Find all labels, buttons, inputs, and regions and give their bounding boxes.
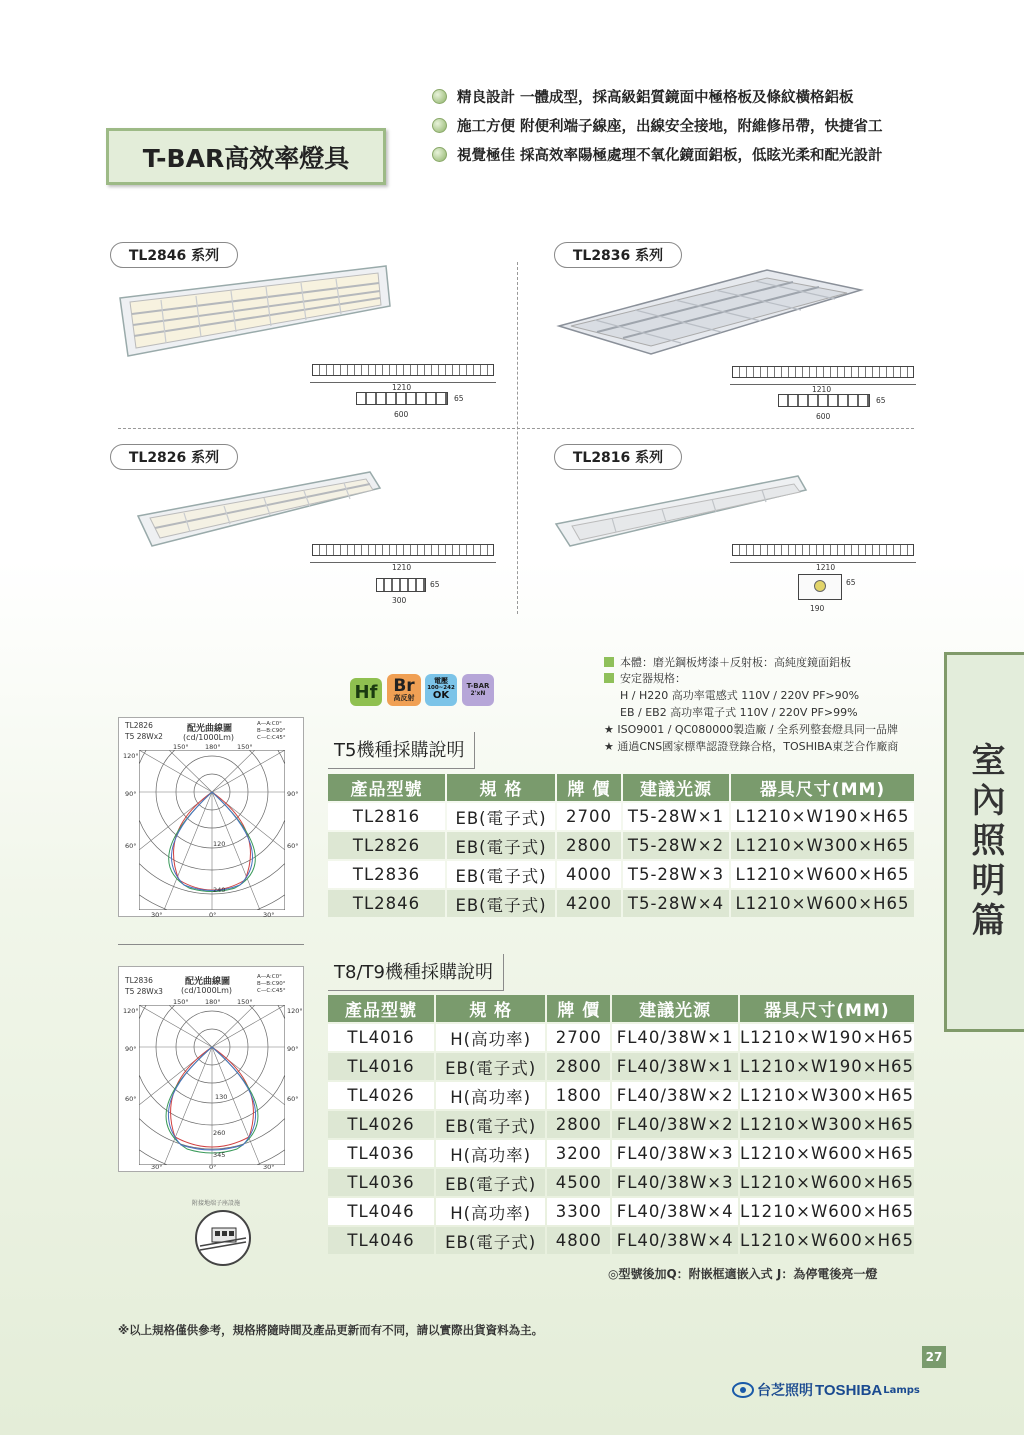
polar-grid	[139, 1005, 285, 1165]
iso-note: ★ ISO9001 / QC080000製造廠 / 全系列整套燈具同一品牌	[604, 723, 898, 736]
dimension-drawing-tl2836: 1210 65 600	[730, 366, 916, 422]
hf-badge: Hf	[350, 678, 382, 706]
feature-item: 視覺極佳 採高效率陽極處理不氧化鏡面鋁板，低眩光柔和配光設計	[432, 144, 883, 165]
product-label-tl2836: TL2836 系列	[554, 242, 682, 268]
section-tab-indoor-lighting: 室內照明篇	[944, 652, 1024, 1032]
t8-section-title: T8/T9機種採購說明	[328, 954, 504, 991]
table-row: TL4046 H(高功率) 3300 FL40/38W×4 L1210×W600×H65	[328, 1198, 914, 1225]
brand-mark-icon	[732, 1381, 754, 1399]
brand-logo: 台芝照明 TOSHIBA Lamps	[732, 1380, 920, 1400]
table-row: TL2836 EB(電子式) 4000 T5-28W×3 L1210×W600×H65	[328, 861, 914, 888]
ballast-spec-eb: EB / EB2 高功率電子式 110V / 220V PF>99%	[620, 706, 858, 719]
table-row: TL4016 EB(電子式) 2800 FL40/38W×1 L1210×W190×H65	[328, 1053, 914, 1080]
terminal-block-image: 附接地端子座設施	[188, 1198, 268, 1270]
table-row: TL2826 EB(電子式) 2800 T5-28W×2 L1210×W300×H65	[328, 832, 914, 859]
ballast-spec-h: H / H220 高功率電感式 110V / 220V PF>90%	[620, 689, 860, 702]
section-rule	[118, 944, 304, 945]
br-badge: Br 高反射	[387, 674, 421, 706]
dimension-drawing-tl2826: 1210 65 300	[310, 544, 496, 606]
page-title: T-BAR高效率燈具	[106, 128, 386, 185]
fixture-image-tl2816	[552, 472, 812, 550]
grid-divider	[118, 428, 914, 429]
table-row: TL4046 EB(電子式) 4800 FL40/38W×4 L1210×W600×H65	[328, 1227, 914, 1254]
dimension-drawing-tl2816: 1210 65 190	[730, 544, 916, 614]
product-label-tl2846: TL2846 系列	[110, 242, 238, 268]
tbar-badge: T-BAR 2'xN	[462, 674, 494, 706]
light-distribution-chart-tl2836: TL2836 T5 28Wx3 配光曲線圖 (cd/1000Lm) A—A:C0° B—B:C90° C—C:C45° 150° 180° 150° 120° 120° 90° 60° 90° 60° 130 260 345 30° 0° 30°	[118, 966, 304, 1172]
table-row: TL4026 EB(電子式) 2800 FL40/38W×2 L1210×W300×H65	[328, 1111, 914, 1138]
polar-grid	[139, 750, 285, 910]
table-row: TL4036 H(高功率) 3200 FL40/38W×3 L1210×W600×H65	[328, 1140, 914, 1167]
table-header-row: 產品型號 規 格 牌 價 建議光源 器具尺寸(MM)	[328, 774, 914, 801]
dimension-drawing-tl2846: 1210 65 600	[310, 364, 496, 420]
disclaimer-note: ※以上規格僅供參考，規格將隨時間及產品更新而有不同，請以實際出貨資料為主。	[118, 1323, 544, 1337]
feature-item: 精良設計 一體成型，採高級鋁質鏡面中極格板及條紋橫格鋁板	[432, 86, 854, 107]
feature-item: 施工方便 附便利端子線座，出線安全接地，附維修吊帶，快捷省工	[432, 115, 883, 136]
table-header-row: 產品型號 規 格 牌 價 建議光源 器具尺寸(MM)	[328, 995, 914, 1022]
bullet-icon	[432, 118, 447, 133]
table-row: TL4036 EB(電子式) 4500 FL40/38W×3 L1210×W600×H65	[328, 1169, 914, 1196]
light-distribution-chart-tl2826: TL2826 T5 28Wx2 配光曲線圖 (cd/1000Lm) A—A:C0° B—B:C90° C—C:C45° 150° 180° 150° 120° 90° 60° 90° 60° 120 240 30° 0° 30°	[118, 717, 304, 917]
voltage-badge: 電壓 100~242 OK	[425, 674, 457, 706]
cns-note: ★ 通過CNS國家標準認證登錄合格，TOSHIBA東芝合作廠商	[604, 740, 899, 753]
table-row: TL4016 H(高功率) 2700 FL40/38W×1 L1210×W190×H65	[328, 1024, 914, 1051]
model-suffix-note: ◎型號後加Q：附嵌框適嵌入式 J：為停電後亮一燈	[608, 1267, 878, 1281]
square-bullet-icon	[604, 657, 614, 667]
terminal-icon	[192, 1208, 256, 1268]
product-label-tl2816: TL2816 系列	[554, 444, 682, 470]
bullet-icon	[432, 147, 447, 162]
fixture-image-tl2826	[134, 468, 384, 550]
table-row: TL2846 EB(電子式) 4200 T5-28W×4 L1210×W600×H65	[328, 890, 914, 917]
ballast-note: 安定器規格：	[604, 670, 686, 686]
square-bullet-icon	[604, 673, 614, 683]
fixture-image-tl2836	[555, 266, 867, 358]
table-row: TL4026 H(高功率) 1800 FL40/38W×2 L1210×W300×H65	[328, 1082, 914, 1109]
grid-divider	[517, 262, 518, 614]
t5-spec-table	[326, 772, 916, 919]
t5-section-title: T5機種採購說明	[328, 732, 475, 769]
product-label-tl2826: TL2826 系列	[110, 444, 238, 470]
t8-spec-table	[326, 993, 916, 1256]
fixture-image-tl2846	[116, 262, 394, 360]
table-row: TL2816 EB(電子式) 2700 T5-28W×1 L1210×W190×H65	[328, 803, 914, 830]
bullet-icon	[432, 89, 447, 104]
material-note: 本體：磨光鋼板烤漆＋反射板：高純度鏡面鋁板	[604, 654, 851, 670]
page-number: 27	[922, 1346, 946, 1368]
